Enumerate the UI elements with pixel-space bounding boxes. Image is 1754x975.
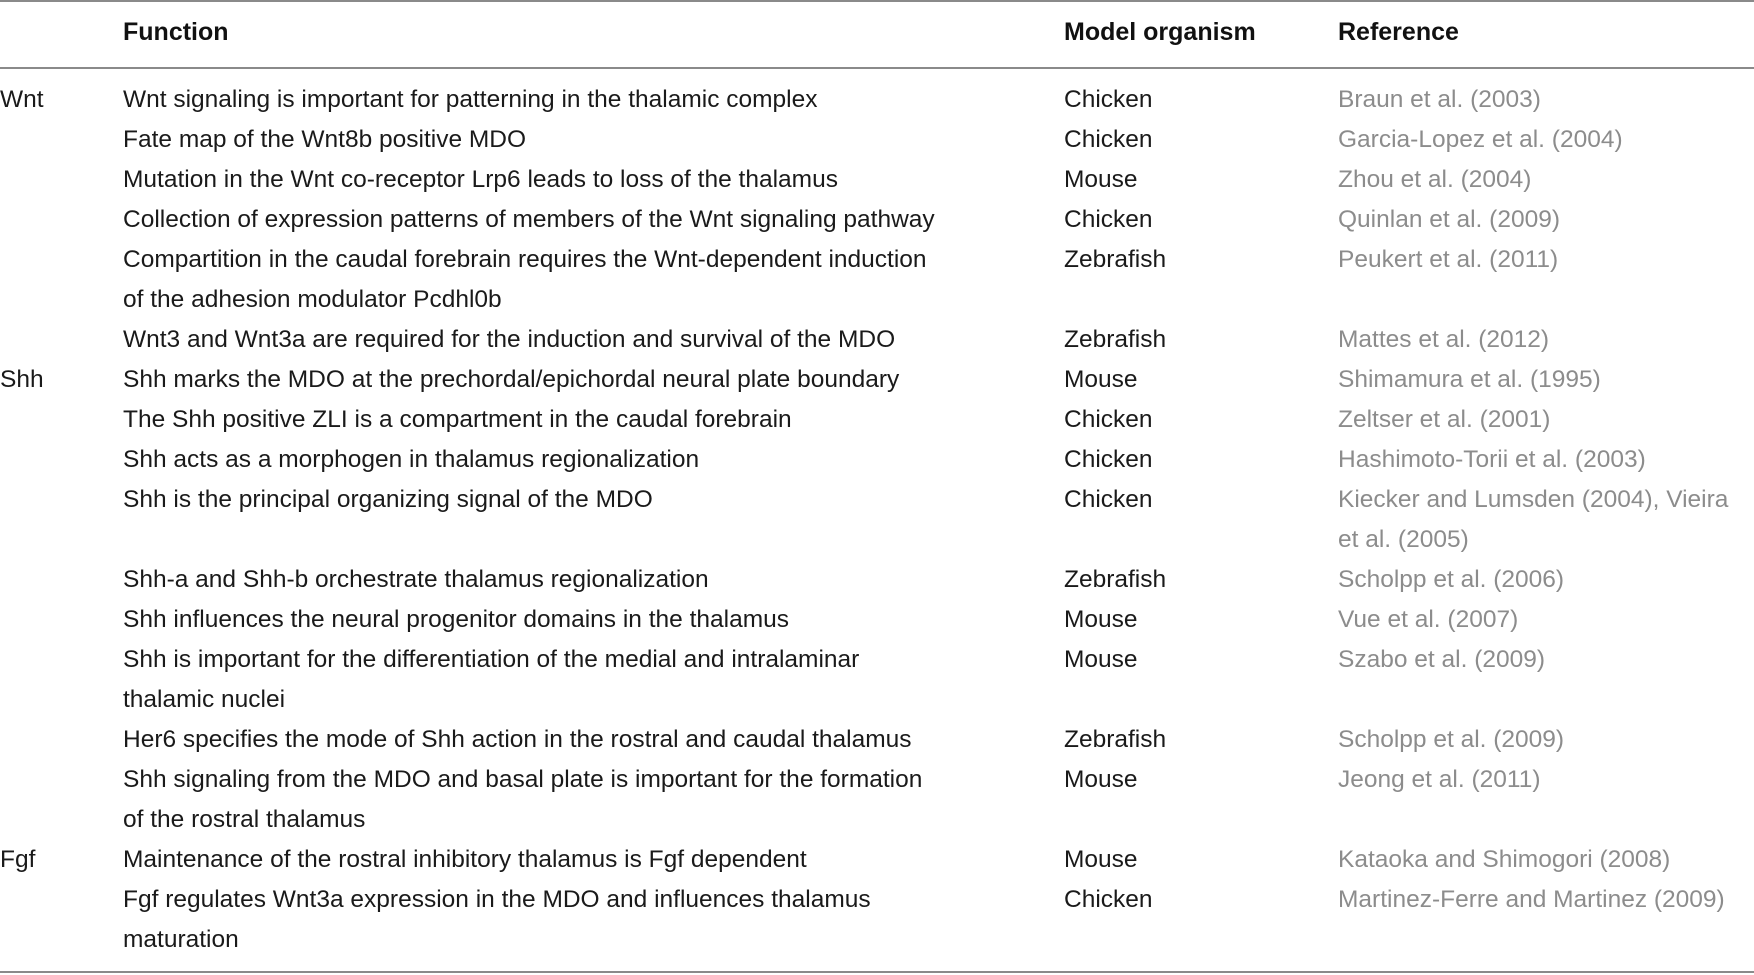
function-text: Wnt3 and Wnt3a are required for the induction and survival of the MDO — [123, 326, 896, 353]
model-organism: Chicken — [1064, 406, 1153, 433]
function-text: Shh marks the MDO at the prechordal/epichordal neural plate boundary — [123, 366, 900, 393]
function-text: Shh signaling from the MDO and basal plate is important for the formation — [123, 766, 923, 793]
function-text: Fgf regulates Wnt3a expression in the MDO and influences thalamus — [123, 886, 871, 913]
function-text: Wnt signaling is important for patterning in the thalamic complex — [123, 86, 818, 113]
reference-citation: Mattes et al. (2012) — [1338, 326, 1550, 353]
function-text: Her6 specifies the mode of Shh action in the rostral and caudal thalamus — [123, 726, 912, 753]
model-organism: Chicken — [1064, 86, 1153, 113]
function-text: Shh is important for the differentiation of the medial and intralaminar — [123, 646, 860, 673]
function-text: Collection of expression patterns of members of the Wnt signaling pathway — [123, 206, 935, 233]
reference-citation: Braun et al. (2003) — [1338, 86, 1541, 113]
function-text: of the adhesion modulator Pcdhl0b — [123, 286, 502, 313]
reference-citation: Zeltser et al. (2001) — [1338, 406, 1551, 433]
header-model-organism: Model organism — [1064, 18, 1256, 46]
function-text: Mutation in the Wnt co-receptor Lrp6 leads to loss of the thalamus — [123, 166, 838, 193]
header-function: Function — [123, 18, 229, 46]
row-group-label: Fgf — [0, 846, 36, 873]
reference-citation: Martinez-Ferre and Martinez (2009) — [1338, 886, 1725, 913]
model-organism: Zebrafish — [1064, 726, 1167, 753]
header-rule — [0, 67, 1754, 69]
model-organism: Mouse — [1064, 166, 1138, 193]
reference-citation: Jeong et al. (2011) — [1338, 766, 1541, 793]
function-text: of the rostral thalamus — [123, 806, 366, 833]
model-organism: Chicken — [1064, 126, 1153, 153]
function-text: Fate map of the Wnt8b positive MDO — [123, 126, 527, 153]
reference-citation: Scholpp et al. (2009) — [1338, 726, 1565, 753]
reference-citation: Kataoka and Shimogori (2008) — [1338, 846, 1671, 873]
model-organism: Mouse — [1064, 366, 1138, 393]
reference-citation: Quinlan et al. (2009) — [1338, 206, 1560, 233]
reference-citation: Peukert et al. (2011) — [1338, 246, 1559, 273]
reference-citation: Vue et al. (2007) — [1338, 606, 1519, 633]
header-reference: Reference — [1338, 18, 1459, 46]
function-text: Maintenance of the rostral inhibitory thalamus is Fgf dependent — [123, 846, 807, 873]
function-text: Shh is the principal organizing signal of the MDO — [123, 486, 653, 513]
reference-citation: Zhou et al. (2004) — [1338, 166, 1532, 193]
table-top-rule — [0, 0, 1754, 2]
reference-citation: Hashimoto-Torii et al. (2003) — [1338, 446, 1646, 473]
model-organism: Chicken — [1064, 486, 1153, 513]
function-text: Shh-a and Shh-b orchestrate thalamus regionalization — [123, 566, 709, 593]
reference-citation: Shimamura et al. (1995) — [1338, 366, 1601, 393]
model-organism: Zebrafish — [1064, 246, 1167, 273]
model-organism: Mouse — [1064, 766, 1138, 793]
function-text: Shh influences the neural progenitor domains in the thalamus — [123, 606, 789, 633]
model-organism: Mouse — [1064, 846, 1138, 873]
model-organism: Chicken — [1064, 886, 1153, 913]
function-text: maturation — [123, 926, 239, 953]
reference-citation: et al. (2005) — [1338, 526, 1469, 553]
model-organism: Mouse — [1064, 606, 1138, 633]
function-text: The Shh positive ZLI is a compartment in the caudal forebrain — [123, 406, 792, 433]
model-organism: Zebrafish — [1064, 566, 1167, 593]
reference-citation: Szabo et al. (2009) — [1338, 646, 1546, 673]
model-organism: Zebrafish — [1064, 326, 1167, 353]
model-organism: Mouse — [1064, 646, 1138, 673]
model-organism: Chicken — [1064, 446, 1153, 473]
model-organism: Chicken — [1064, 206, 1153, 233]
reference-citation: Garcia-Lopez et al. (2004) — [1338, 126, 1623, 153]
function-text: Compartition in the caudal forebrain requires the Wnt-dependent induction — [123, 246, 927, 273]
reference-citation: Kiecker and Lumsden (2004), Vieira — [1338, 486, 1729, 513]
function-text: Shh acts as a morphogen in thalamus regionalization — [123, 446, 700, 473]
table-bottom-rule — [0, 971, 1754, 973]
reference-citation: Scholpp et al. (2006) — [1338, 566, 1565, 593]
row-group-label: Shh — [0, 366, 44, 393]
function-text: thalamic nuclei — [123, 686, 286, 713]
row-group-label: Wnt — [0, 86, 44, 113]
